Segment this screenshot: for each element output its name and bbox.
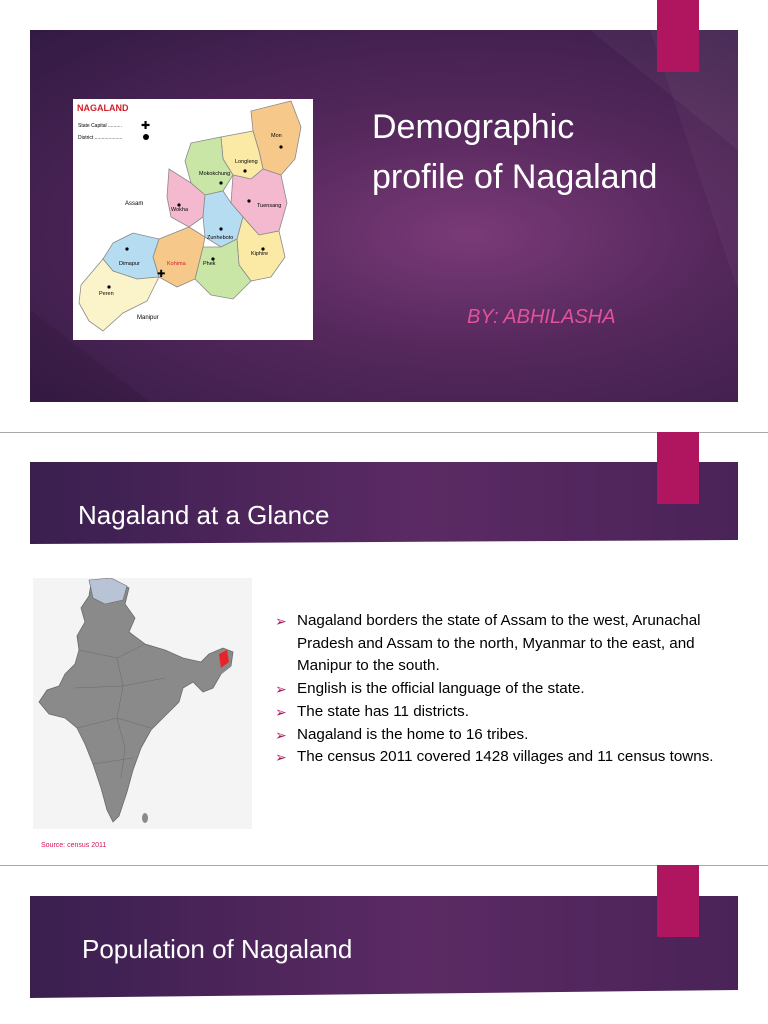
nagaland-district-map — [73, 99, 313, 340]
arrow-bullet-icon: ➢ — [275, 703, 287, 720]
map-label-manipur: Manipur — [137, 315, 159, 321]
slide-1-title-line-1: Demographic — [372, 108, 575, 146]
slide-1-byline: BY: ABHILASHA — [467, 306, 616, 328]
slide-separator-2 — [0, 865, 768, 866]
slide-1-accent-tab — [657, 0, 699, 72]
slide-2-title: Nagaland at a Glance — [78, 500, 330, 530]
map-label-mon: Mon — [271, 133, 282, 139]
map-label-dimapur: Dimapur — [119, 261, 140, 267]
list-item: ➢ English is the official language of the state. — [275, 678, 730, 701]
map-label-peren: Peren — [99, 291, 114, 297]
slide-1-title — [372, 102, 732, 202]
list-item: ➢ The census 2011 covered 1428 villages and 11 census towns. — [275, 746, 730, 769]
slide-3 — [30, 896, 738, 1024]
arrow-bullet-icon: ➢ — [275, 749, 287, 766]
list-item: ➢ Nagaland borders the state of Assam to the west, Arunachal Pradesh and Assam to the north, Myanmar to the east, and Manipur to the south. — [275, 612, 701, 675]
map-district-dot-symbol — [143, 134, 149, 140]
map-capital-cross: ✚ — [157, 269, 166, 280]
map-legend-district: District .................... — [78, 135, 123, 141]
map-label-mokokchung: Mokokchung — [199, 171, 231, 177]
slide-separator-1 — [0, 432, 768, 433]
map-label-assam: Assam — [125, 201, 144, 207]
map-label-tuensang: Tuensang — [257, 203, 282, 209]
india-map — [33, 578, 252, 829]
list-item: ➢ Nagaland is the home to 16 tribes. — [275, 724, 730, 747]
arrow-bullet-icon: ➢ — [275, 726, 287, 743]
slide-3-title: Population of Nagaland — [82, 934, 353, 964]
slide-2-accent-tab — [657, 432, 699, 504]
map-legend-state-capital: State Capital .......... — [78, 123, 122, 129]
list-item: ➢ The state has 11 districts. — [275, 701, 730, 724]
map-label-phek: Phek — [203, 261, 216, 267]
slide-2-header — [30, 462, 738, 552]
map-label-kohima: Kohima — [167, 261, 186, 267]
glance-bullet-list — [275, 610, 730, 769]
map-label-zunheboto: Zunheboto — [207, 235, 234, 241]
arrow-bullet-icon: ➢ — [275, 681, 287, 698]
map-cross-symbol: ✚ — [141, 119, 151, 132]
slide-1-title-line-2: profile of Nagaland — [372, 158, 658, 196]
slide-3-accent-tab — [657, 865, 699, 937]
map-label-longleng: Longleng — [235, 159, 258, 165]
map-label-kiphire: Kiphire — [251, 251, 269, 257]
map-label-wokha: Wokha — [171, 207, 189, 213]
source-note: Source: census 2011 — [41, 842, 107, 849]
map-heading: NAGALAND — [77, 103, 129, 113]
slide-1 — [30, 30, 738, 402]
arrow-bullet-icon: ➢ — [275, 613, 287, 629]
slide-2 — [30, 462, 738, 862]
